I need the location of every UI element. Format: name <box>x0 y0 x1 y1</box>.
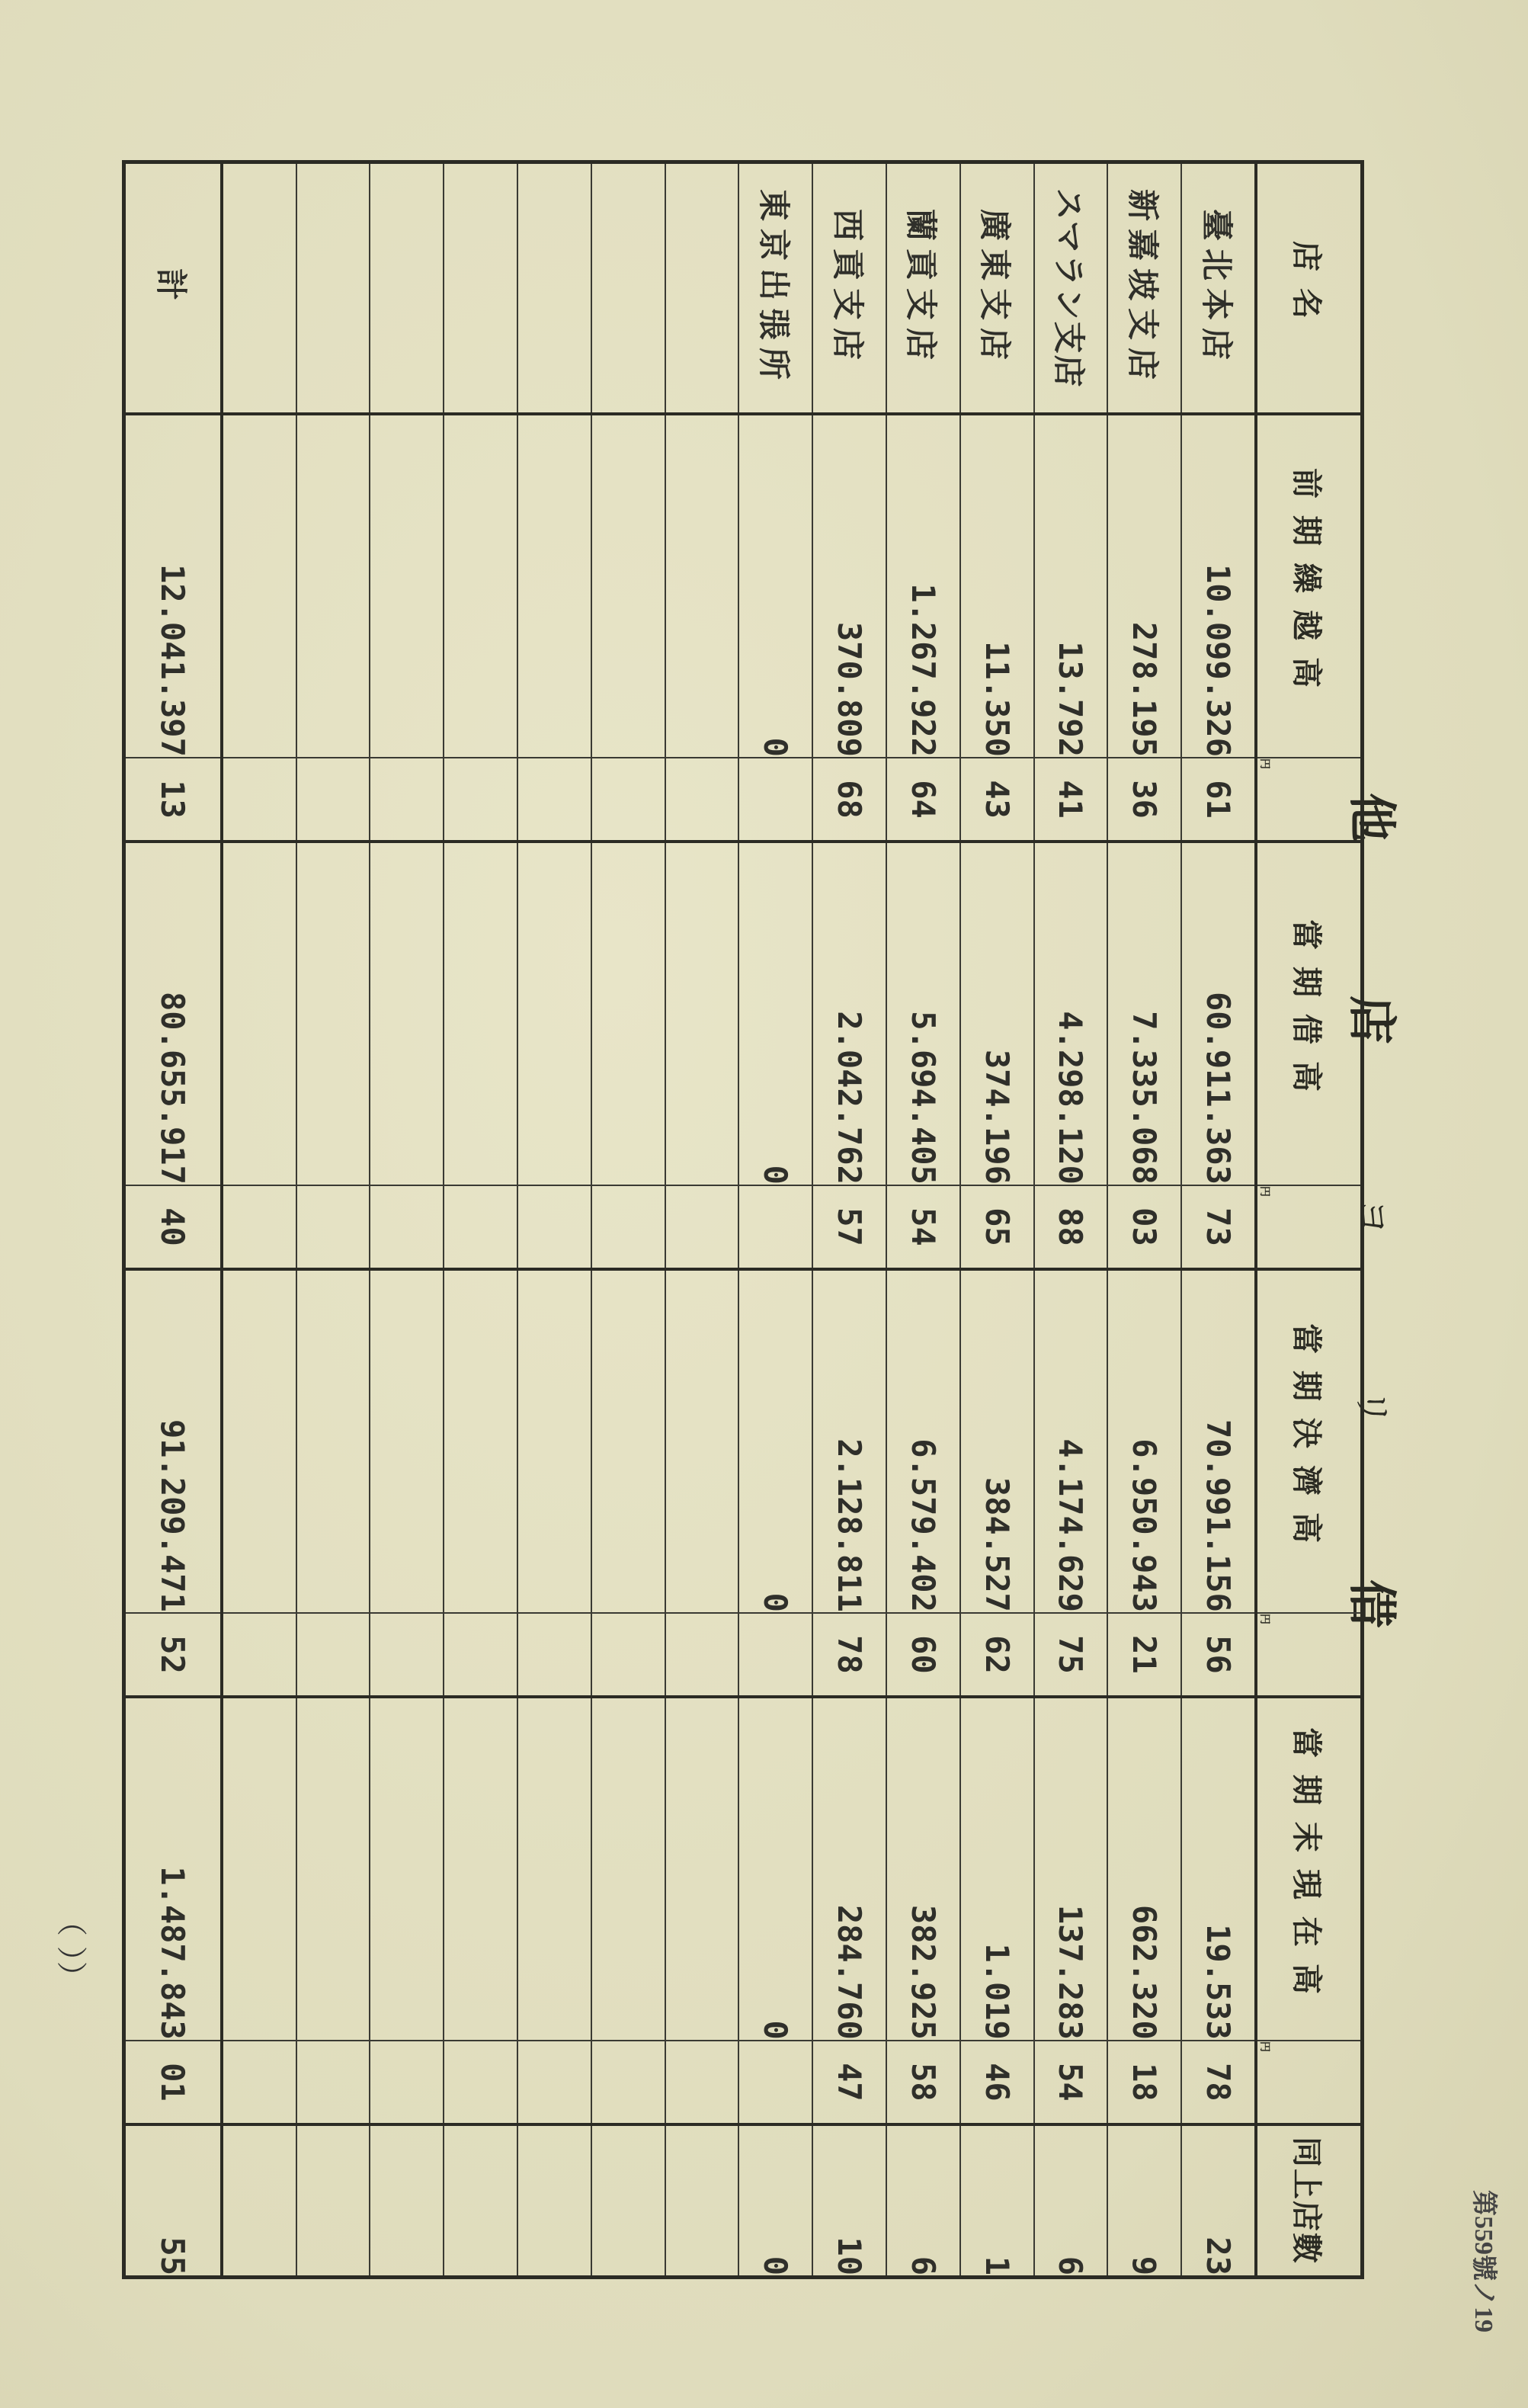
total-balance-amount: 1.487.843 <box>124 1697 222 2041</box>
settle-amount: 0 <box>738 1269 812 1613</box>
ledger-table <box>122 160 1364 2279</box>
prev-amount: 13.792 <box>1034 414 1108 758</box>
prev-amount: 278.195 <box>1107 414 1181 758</box>
settle-sen: 62 <box>960 1613 1034 1697</box>
settle-sen: 75 <box>1034 1613 1108 1697</box>
balance-amount: 1.019 <box>960 1697 1034 2041</box>
store-count: 23 <box>1181 2124 1256 2277</box>
borrow-amount: 2.042.762 <box>812 842 886 1185</box>
borrow-sen: 88 <box>1034 1185 1108 1269</box>
settle-sen <box>738 1613 812 1697</box>
settle-sen: 78 <box>812 1613 886 1697</box>
balance-sen: 54 <box>1034 2041 1108 2124</box>
total-borrow-amount: 80.655.917 <box>124 842 222 1185</box>
store-name: スマラン支店 <box>1034 162 1108 415</box>
balance-sen: 46 <box>960 2041 1034 2124</box>
balance-amount: 284.760 <box>812 1697 886 2041</box>
settle-amount: 384.527 <box>960 1269 1034 1613</box>
settle-amount: 4.174.629 <box>1034 1269 1108 1613</box>
page-number: 第559號ノ19 <box>1469 2190 1498 2333</box>
borrow-amount: 60.911.363 <box>1181 842 1256 1185</box>
table-row <box>738 162 812 2278</box>
table-row <box>960 162 1034 2278</box>
title-char-4: リ <box>1350 1388 1394 1428</box>
total-settle-amount: 91.209.471 <box>124 1269 222 1613</box>
balance-amount: 137.283 <box>1034 1697 1108 2041</box>
prev-amount: 370.809 <box>812 414 886 758</box>
table-row <box>886 162 960 2278</box>
table-row <box>1034 162 1108 2278</box>
borrow-amount: 4.298.120 <box>1034 842 1108 1185</box>
empty-row <box>665 162 739 2278</box>
total-store-count: 55 <box>124 2124 222 2277</box>
borrow-amount: 7.335.068 <box>1107 842 1181 1185</box>
settle-amount: 6.950.943 <box>1107 1269 1181 1613</box>
borrow-amount: 374.196 <box>960 842 1034 1185</box>
prev-sen: 64 <box>886 758 960 842</box>
prev-sen: 43 <box>960 758 1034 842</box>
store-name: 廣東支店 <box>960 162 1034 415</box>
header-row <box>1256 162 1363 2278</box>
borrow-sen: 65 <box>960 1185 1034 1269</box>
table-row <box>1181 162 1256 2278</box>
balance-amount: 662.320 <box>1107 1697 1181 2041</box>
store-name: 西貢支店 <box>812 162 886 415</box>
title-char-2: 店 <box>1343 995 1400 1047</box>
settle-sen: 60 <box>886 1613 960 1697</box>
store-count: 6 <box>1034 2124 1108 2277</box>
prev-amount: 1.267.922 <box>886 414 960 758</box>
settle-amount: 2.128.811 <box>812 1269 886 1613</box>
header-current-borrow: 當期借高 <box>1256 842 1363 1185</box>
header-yen-mark: 円 <box>1256 2041 1363 2124</box>
empty-row <box>296 162 370 2278</box>
store-name: 東京出張所 <box>738 162 812 415</box>
prev-sen: 68 <box>812 758 886 842</box>
balance-sen: 78 <box>1181 2041 1256 2124</box>
total-balance-sen: 01 <box>124 2041 222 2124</box>
header-yen-mark: 円 <box>1256 1613 1363 1697</box>
store-name: 臺北本店 <box>1181 162 1256 415</box>
empty-row <box>517 162 591 2278</box>
borrow-sen: 54 <box>886 1185 960 1269</box>
balance-sen <box>738 2041 812 2124</box>
total-label: 計 <box>124 162 222 415</box>
empty-row <box>444 162 517 2278</box>
store-name: 新嘉坡支店 <box>1107 162 1181 415</box>
settle-amount: 70.991.156 <box>1181 1269 1256 1613</box>
prev-amount: 11.350 <box>960 414 1034 758</box>
borrow-amount: 5.694.405 <box>886 842 960 1185</box>
header-store-count: 同上店數 <box>1256 2124 1363 2277</box>
header-current-balance: 當期末現在高 <box>1256 1697 1363 2041</box>
borrow-amount: 0 <box>738 842 812 1185</box>
total-row <box>124 162 222 2278</box>
store-count: 10 <box>812 2124 886 2277</box>
empty-row <box>591 162 665 2278</box>
header-yen-mark: 円 <box>1256 1185 1363 1269</box>
header-yen-mark: 円 <box>1256 758 1363 842</box>
balance-sen: 18 <box>1107 2041 1181 2124</box>
header-current-settle: 當期決濟高 <box>1256 1269 1363 1613</box>
balance-sen: 58 <box>886 2041 960 2124</box>
store-name: 蘭貢支店 <box>886 162 960 415</box>
header-store-name: 店名 <box>1256 162 1363 415</box>
table-row <box>1107 162 1181 2278</box>
settle-amount: 6.579.402 <box>886 1269 960 1613</box>
title-char-5: 借 <box>1343 1579 1400 1631</box>
title-char-3: ヨ <box>1350 1198 1394 1238</box>
balance-amount: 0 <box>738 1697 812 2041</box>
total-prev-sen: 13 <box>124 758 222 842</box>
total-prev-amount: 12.041.397 <box>124 414 222 758</box>
prev-sen: 41 <box>1034 758 1108 842</box>
borrow-sen: 03 <box>1107 1185 1181 1269</box>
footer-mark: （ ）） <box>53 1906 88 1992</box>
balance-amount: 382.925 <box>886 1697 960 2041</box>
settle-sen: 21 <box>1107 1613 1181 1697</box>
header-prev-balance: 前期繰越高 <box>1256 414 1363 758</box>
table-row <box>812 162 886 2278</box>
prev-amount: 10.099.326 <box>1181 414 1256 758</box>
store-count: 1 <box>960 2124 1034 2277</box>
store-count: 9 <box>1107 2124 1181 2277</box>
borrow-sen <box>738 1185 812 1269</box>
total-borrow-sen: 40 <box>124 1185 222 1269</box>
balance-sen: 47 <box>812 2041 886 2124</box>
empty-row <box>222 162 296 2278</box>
total-settle-sen: 52 <box>124 1613 222 1697</box>
borrow-sen: 57 <box>812 1185 886 1269</box>
title-char-1: 他 <box>1343 793 1400 845</box>
settle-sen: 56 <box>1181 1613 1256 1697</box>
store-count: 6 <box>886 2124 960 2277</box>
empty-row <box>370 162 444 2278</box>
prev-sen <box>738 758 812 842</box>
store-count: 0 <box>738 2124 812 2277</box>
prev-amount: 0 <box>738 414 812 758</box>
prev-sen: 61 <box>1181 758 1256 842</box>
borrow-sen: 73 <box>1181 1185 1256 1269</box>
balance-amount: 19.533 <box>1181 1697 1256 2041</box>
prev-sen: 36 <box>1107 758 1181 842</box>
